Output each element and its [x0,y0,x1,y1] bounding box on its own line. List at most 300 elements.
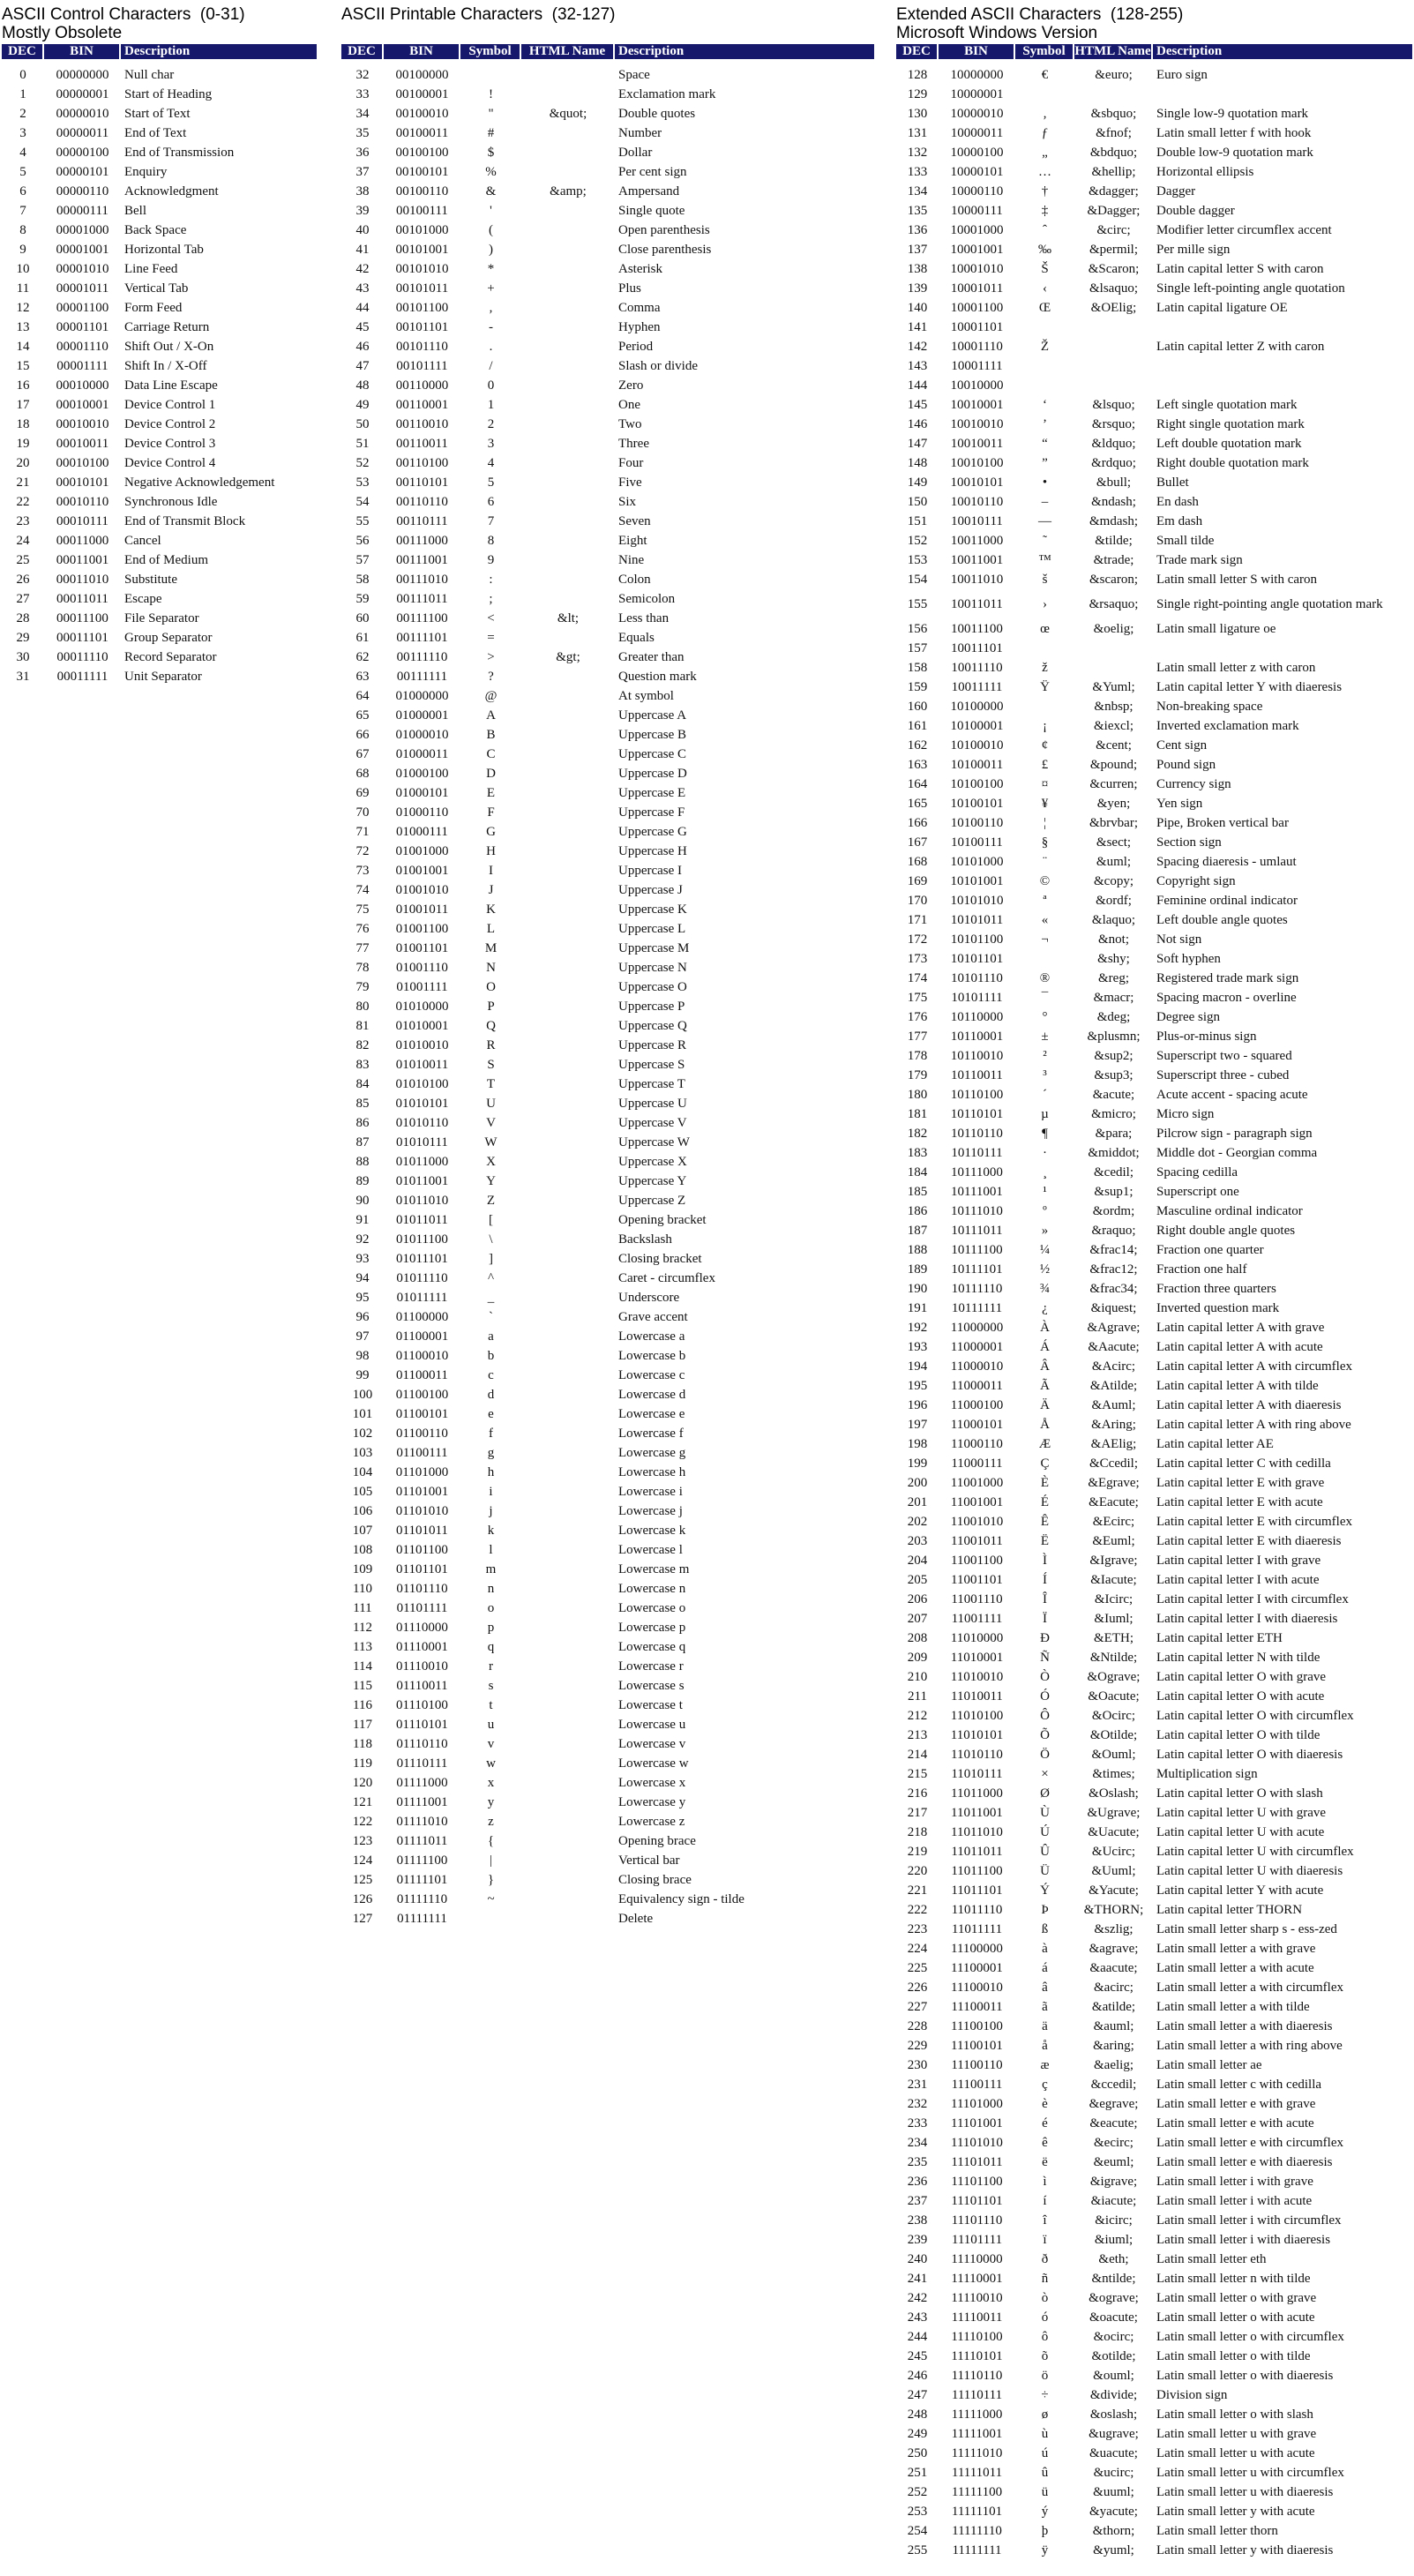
bin-cell: 11111011 [951,2466,1003,2480]
html-name-cell [521,1831,615,1851]
dec-cell: 67 [355,747,370,761]
symbol-cell: D [486,767,496,781]
table-row [896,279,1412,298]
table-row [896,473,1412,492]
symbol-cell: é [1042,2116,1048,2130]
bin-cell: 10110001 [950,1030,1004,1044]
description-cell: Uppercase L [618,922,686,936]
html-name-cell: &laquo; [1091,913,1136,927]
bin-cell: 00000011 [56,126,109,140]
dec-cell: 181 [907,1107,928,1121]
html-name-cell [521,550,615,570]
dec-cell: 77 [355,941,370,955]
description-cell: Lowercase u [618,1718,686,1732]
bin-cell: 00000101 [56,165,109,179]
html-name-cell: &nbsp; [1094,700,1133,714]
bin-cell: 10100110 [950,816,1004,830]
dec-cell: 213 [907,1728,928,1742]
html-name-cell: &ordm; [1092,1204,1135,1218]
description-cell: At symbol [618,689,674,703]
description-cell: Inverted exclamation mark [1156,719,1299,733]
symbol-cell: U [486,1097,496,1111]
description-cell: Latin small letter u with grave [1156,2427,1317,2441]
symbol-cell: Þ [1041,1903,1049,1917]
bin-cell: 10001101 [950,320,1004,334]
dec-cell: 130 [907,107,928,121]
table-row [896,2056,1412,2075]
symbol-cell: ƒ [1041,126,1049,140]
bin-cell: 11000100 [950,1398,1004,1412]
dec-cell: 14 [16,340,30,354]
dec-cell: 156 [907,622,928,636]
symbol-cell: s [488,1679,494,1693]
table-header-row [341,44,874,59]
table-row [341,550,874,570]
bin-cell: 11111101 [951,2505,1003,2519]
table-row [896,531,1412,550]
html-name-cell [521,1560,615,1579]
dec-cell: 41 [355,243,370,257]
table-row [896,85,1412,104]
dec-cell: 70 [355,805,370,820]
symbol-cell: a [488,1329,494,1344]
html-name-cell: &Egrave; [1088,1476,1140,1490]
description-cell: Per mille sign [1156,243,1231,257]
symbol-cell: ‡ [1041,204,1049,218]
html-name-cell: &acute; [1092,1088,1135,1102]
bin-cell: 11011001 [951,1806,1003,1820]
table-row [896,318,1412,337]
description-cell: Cancel [124,534,161,548]
html-name-cell [521,473,615,492]
bin-cell: 11001001 [950,1495,1004,1509]
description-cell: Asterisk [618,262,662,276]
table-row [341,1734,874,1754]
bin-cell: 00111010 [396,573,448,587]
bin-cell: 00011001 [56,553,109,567]
description-cell: Lowercase f [618,1427,684,1441]
table-row [896,1861,1412,1881]
html-name-cell: &plusmn; [1087,1030,1141,1044]
table-row [341,1773,874,1793]
html-name-cell: &eacute; [1089,2116,1138,2130]
printable-characters-section [341,0,874,1928]
description-cell: Carriage Return [124,320,210,334]
dec-cell: 34 [355,107,370,121]
table-row [896,1784,1412,1803]
description-cell: Uppercase O [618,980,687,994]
header-bin: BIN [939,44,1015,59]
header-symbol: Symbol [1015,44,1074,59]
bin-cell: 11101000 [951,2097,1003,2111]
symbol-cell: € [1041,68,1049,82]
table-row [341,803,874,822]
description-cell: Horizontal Tab [124,243,204,257]
description-cell: Data Line Escape [124,378,218,393]
table-row [896,1027,1412,1046]
table-row [341,1560,874,1579]
description-cell: Uppercase X [618,1155,687,1169]
bin-cell: 10101111 [951,991,1003,1005]
dec-cell: 242 [907,2291,928,2305]
table-row [2,298,317,318]
html-name-cell: &iquest; [1090,1301,1137,1315]
dec-cell: 161 [907,719,928,733]
printable-characters-table [341,44,874,1928]
bin-cell: 01010010 [395,1038,449,1052]
description-cell: Trade mark sign [1156,553,1243,567]
table-row [341,1055,874,1075]
symbol-cell: m [485,1562,497,1576]
html-name-cell [521,512,615,531]
html-name-cell [521,1521,615,1540]
bin-cell: 00101010 [395,262,449,276]
table-row [341,764,874,783]
bin-cell: 11011100 [951,1864,1003,1878]
html-name-cell [521,861,615,880]
bin-cell: 10010111 [951,514,1003,528]
dec-cell: 121 [352,1795,373,1809]
symbol-cell: § [1041,835,1049,850]
description-cell: Pilcrow sign - paragraph sign [1156,1127,1313,1141]
table-row [341,337,874,356]
symbol-cell: u [487,1718,495,1732]
symbol-cell: G [486,825,496,839]
table-row [341,1269,874,1288]
table-row [2,356,317,376]
bin-cell: 01111101 [396,1873,448,1887]
description-cell: Group Separator [124,631,213,645]
description-cell: Closing bracket [618,1252,702,1266]
bin-cell: 00110111 [396,514,448,528]
description-cell: Latin capital letter A with tilde [1156,1379,1319,1393]
symbol-cell: Á [1040,1340,1050,1354]
description-cell: Uppercase N [618,961,687,975]
html-name-cell: &Ograve; [1087,1670,1141,1684]
description-cell: Latin small letter y with diaeresis [1156,2543,1334,2557]
html-name-cell: &agrave; [1089,1942,1139,1956]
symbol-cell: g [487,1446,495,1460]
table-row [896,2405,1412,2424]
symbol-cell: ž [1042,661,1048,675]
dec-cell: 84 [355,1077,370,1091]
bin-cell: 01111001 [396,1795,448,1809]
symbol-cell: Ñ [1040,1651,1050,1665]
dec-cell: 142 [907,340,928,354]
symbol-cell: | [489,1853,492,1868]
html-name-cell: &frac14; [1089,1243,1138,1257]
symbol-cell: ’ [1043,417,1047,431]
table-row [896,910,1412,930]
bin-cell: 00001111 [56,359,108,373]
symbol-cell: 1 [487,398,495,412]
description-cell: Latin capital letter O with circumflex [1156,1709,1354,1723]
dec-cell: 200 [907,1476,928,1490]
table-row [341,1404,874,1424]
table-row [896,949,1412,969]
dec-cell: 245 [907,2349,928,2363]
table-row [896,453,1412,473]
table-row [896,2250,1412,2269]
description-cell: Closing brace [618,1873,692,1887]
html-name-cell: &ugrave; [1089,2427,1139,2441]
html-name-cell [521,1094,615,1113]
table-row [341,1075,874,1094]
html-name-cell: &raquo; [1091,1224,1136,1238]
dec-cell: 62 [355,650,370,664]
html-name-cell: &middot; [1088,1146,1140,1160]
html-name-cell: &sup1; [1094,1185,1133,1199]
html-name-cell [521,259,615,279]
html-name-cell: &Oacute; [1088,1689,1140,1704]
header-html-name: HTML Name [521,44,615,59]
bin-cell: 00011010 [56,573,109,587]
header-dec: DEC [896,44,939,59]
dec-cell: 198 [907,1437,928,1451]
description-cell: Registered trade mark sign [1156,971,1299,985]
description-cell: Latin small letter a with grave [1156,1942,1316,1956]
dec-cell: 101 [352,1407,373,1421]
table-row [341,1327,874,1346]
table-row [2,492,317,512]
symbol-cell: É [1040,1495,1050,1509]
dec-cell: 45 [355,320,370,334]
dec-cell: 52 [355,456,370,470]
dec-cell: 104 [352,1465,373,1479]
symbol-cell: ý [1041,2505,1049,2519]
description-cell: Underscore [618,1291,680,1305]
description-cell: Latin capital letter I with grave [1156,1554,1321,1568]
bin-cell: 00001000 [56,223,109,237]
dec-cell: 203 [907,1534,928,1548]
html-name-cell [521,1851,615,1870]
symbol-cell: \ [489,1232,493,1247]
table-row [896,619,1412,639]
symbol-cell: å [1042,2039,1048,2053]
description-cell: Multiplication sign [1156,1767,1258,1781]
table-row [896,2288,1412,2308]
html-name-cell [521,65,615,85]
dec-cell: 129 [907,87,928,101]
dec-cell: 81 [355,1019,370,1033]
dec-cell: 61 [355,631,370,645]
bin-cell: 11010110 [951,1748,1003,1762]
dec-cell: 192 [907,1321,928,1335]
symbol-cell: . [489,340,493,354]
symbol-cell: ! [489,87,493,101]
bin-cell: 10100011 [950,758,1004,772]
description-cell: Lowercase m [618,1562,690,1576]
bin-cell: 11011111 [951,1922,1003,1936]
dec-cell: 53 [355,476,370,490]
table-row [896,2094,1412,2114]
description-cell: Form Feed [124,301,183,315]
description-cell: One [618,398,640,412]
html-name-cell: &yuml; [1093,2543,1134,2557]
html-name-cell: &ucirc; [1093,2466,1134,2480]
description-cell: Micro sign [1156,1107,1215,1121]
symbol-cell: ¢ [1041,738,1049,753]
description-cell: Modifier letter circumflex accent [1156,223,1332,237]
table-row [341,182,874,201]
bin-cell: 00101110 [396,340,448,354]
table-row [896,678,1412,697]
bin-cell: 11100000 [951,1942,1003,1956]
description-cell: Latin capital letter A with circumflex [1156,1359,1353,1374]
bin-cell: 11101010 [951,2136,1003,2150]
dec-cell: 147 [907,437,928,451]
html-name-cell: &fnof; [1096,126,1132,140]
html-name-cell: &tilde; [1095,534,1133,548]
bin-cell: 10001011 [950,281,1004,296]
table-row [896,1124,1412,1143]
description-cell: Plus [618,281,641,296]
html-name-cell: &trade; [1093,553,1134,567]
description-cell: Bell [124,204,146,218]
dec-cell: 160 [907,700,928,714]
symbol-cell: Ò [1040,1670,1050,1684]
description-cell: Escape [124,592,162,606]
table-row [896,2444,1412,2463]
symbol-cell: 2 [487,417,495,431]
table-row [341,259,874,279]
dec-cell: 144 [907,378,928,393]
table-row [341,997,874,1016]
bin-cell: 01000011 [395,747,449,761]
table-row [896,589,1412,619]
symbol-cell: p [487,1621,495,1635]
symbol-cell [1015,697,1074,716]
html-name-cell [521,1404,615,1424]
dec-cell: 35 [355,126,370,140]
bin-cell: 01001010 [395,883,449,897]
table-row [341,1501,874,1521]
bin-cell: 00001001 [56,243,109,257]
html-name-cell: &sect; [1096,835,1132,850]
table-row [341,356,874,376]
html-name-cell [521,686,615,706]
dec-cell: 211 [908,1689,927,1704]
html-name-cell [521,124,615,143]
dec-cell: 93 [355,1252,370,1266]
dec-cell: 82 [355,1038,370,1052]
bin-cell: 00011101 [56,631,108,645]
bin-cell: 11100100 [951,2019,1003,2033]
description-cell: Latin small letter o with grave [1156,2291,1317,2305]
table-row [896,1687,1412,1706]
description-cell: Ampersand [618,184,680,198]
html-name-cell [521,1307,615,1327]
bin-cell: 10100010 [950,738,1004,753]
html-name-cell [521,764,615,783]
symbol-cell: Ê [1040,1515,1050,1529]
description-cell: End of Transmission [124,146,235,160]
html-name-cell: &Otilde; [1089,1728,1138,1742]
html-name-cell [521,1793,615,1812]
extended-title-line1: Extended ASCII Characters (128-255) [896,5,1184,24]
symbol-cell: [ [489,1213,493,1227]
table-row [896,1900,1412,1920]
description-cell: Latin capital letter A with diaeresis [1156,1398,1342,1412]
description-cell: Lowercase h [618,1465,686,1479]
table-row [896,1260,1412,1279]
table-row [341,1385,874,1404]
symbol-cell: e [488,1407,494,1421]
symbol-cell: r [489,1659,493,1674]
html-name-cell [521,1890,615,1909]
bin-cell: 11001000 [950,1476,1004,1490]
description-cell: Latin capital letter Z with caron [1156,340,1325,354]
description-cell: Latin capital letter A with grave [1156,1321,1325,1335]
control-characters-table [2,44,317,686]
description-cell: Equivalency sign - tilde [618,1892,744,1906]
dec-cell: 234 [907,2136,928,2150]
bin-cell: 10000001 [950,87,1004,101]
symbol-cell: — [1038,514,1051,528]
dec-cell: 134 [907,184,928,198]
html-name-cell [521,628,615,648]
description-cell: Open parenthesis [618,223,710,237]
table-row [341,1579,874,1599]
dec-cell: 60 [355,611,370,625]
symbol-cell: ~ [487,1892,495,1906]
dec-cell: 228 [907,2019,928,2033]
table-row [341,1812,874,1831]
symbol-cell: ø [1041,2408,1049,2422]
description-cell: Uppercase H [618,844,687,858]
bin-cell: 11010111 [951,1767,1003,1781]
symbol-cell: ÷ [1041,2388,1049,2402]
html-name-cell [521,1075,615,1094]
bin-cell: 01000001 [395,708,449,723]
symbol-cell: þ [1041,2524,1049,2538]
dec-cell: 114 [353,1659,372,1674]
html-name-cell: &Iuml; [1094,1612,1133,1626]
description-cell: Left single quotation mark [1156,398,1298,412]
dec-cell: 69 [355,786,370,800]
table-row [896,143,1412,162]
symbol-cell: 3 [487,437,495,451]
dec-cell: 212 [907,1709,928,1723]
bin-cell: 10010011 [950,437,1004,451]
dec-cell: 51 [355,437,370,451]
symbol-cell: « [1041,913,1049,927]
bin-cell: 10101000 [950,855,1004,869]
table-row [2,550,317,570]
symbol-cell [1015,356,1074,376]
description-cell: Lowercase q [618,1640,686,1654]
bin-cell: 10011010 [950,573,1004,587]
table-row [341,376,874,395]
bin-cell: 10011101 [951,641,1003,655]
description-cell: Latin small letter n with tilde [1156,2272,1311,2286]
html-name-cell [521,745,615,764]
bin-cell: 11011000 [951,1786,1003,1801]
description-cell: Lowercase n [618,1582,686,1596]
dec-cell: 29 [16,631,30,645]
symbol-cell: œ [1040,622,1050,636]
table-row [896,1066,1412,1085]
html-name-cell: &lsquo; [1092,398,1135,412]
symbol-cell: ¦ [1043,816,1046,830]
bin-cell: 10110111 [951,1146,1003,1160]
description-cell: Per cent sign [618,165,687,179]
bin-cell: 11111100 [951,2485,1003,2499]
description-cell: Left double quotation mark [1156,437,1302,451]
html-name-cell [521,919,615,939]
html-name-cell [521,1113,615,1133]
table-row [341,745,874,764]
